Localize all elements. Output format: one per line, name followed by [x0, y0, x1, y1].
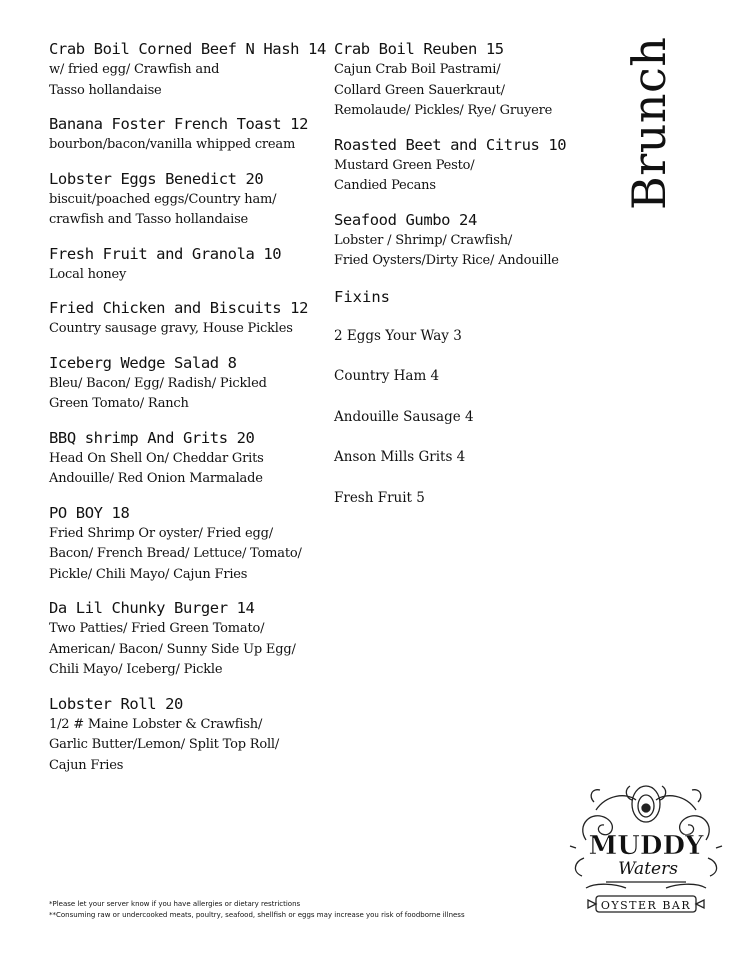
menu-item-description: [49, 374, 329, 415]
menu-item-description-line: 1/2 # Maine Lobster & Crawfish/: [49, 716, 263, 732]
fixin-item: Country Ham 4: [334, 368, 440, 384]
menu-item-description-line: Andouille/ Red Onion Marmalade: [49, 471, 263, 486]
menu-item: [49, 597, 329, 681]
menu-item-title: Lobster Roll 20: [49, 694, 183, 713]
menu-item: [49, 502, 329, 586]
menu-item: [334, 134, 594, 197]
menu-item-description-line: Green Tomato/ Ranch: [49, 396, 189, 411]
menu-item-description-line: American/ Bacon/ Sunny Side Up Egg/: [49, 641, 296, 657]
menu-item-description: [49, 524, 329, 586]
menu-item-description: [49, 319, 329, 340]
menu-item-title: Fried Chicken and Biscuits 12: [49, 299, 309, 317]
menu-item: [334, 38, 594, 122]
raw-food-disclaimer: **Consuming raw or undercooked meats, poultry, seafood, shellfish or eggs may increase you risk of foodborne illness: [49, 911, 465, 919]
menu-item-description-line: Head On Shell On/ Cheddar Grits: [49, 450, 264, 466]
menu-item-description: [49, 619, 329, 681]
menu-item-description-line: Remolaude/ Pickles/ Rye/ Gruyere: [334, 103, 553, 118]
menu-item-title: Iceberg Wedge Salad 8: [49, 353, 237, 372]
menu-item-description: [334, 156, 594, 197]
menu-item-title: BBQ shrimp And Grits 20: [49, 428, 255, 447]
menu-item-description-line: Cajun Crab Boil Pastrami/: [334, 62, 501, 77]
menu-item: [49, 297, 329, 340]
menu-item-title: Banana Foster French Toast 12: [49, 115, 309, 133]
menu-item-description-line: Country sausage gravy, House Pickles: [49, 321, 293, 336]
menu-item: [334, 209, 594, 272]
fixins-list: [334, 326, 594, 508]
menu-right-column: [334, 38, 594, 528]
menu-item-description-line: Fried Shrimp Or oyster/ Fried egg/: [49, 525, 273, 541]
menu-item-title: Da Lil Chunky Burger 14: [49, 599, 255, 617]
logo-oyster-bar-text: OYSTER BAR: [600, 899, 692, 912]
muddy-waters-logo: [566, 770, 726, 920]
fixin-item: Fresh Fruit 5: [334, 489, 425, 506]
menu-item-description: [49, 60, 329, 101]
menu-item-description-line: Bleu/ Bacon/ Egg/ Radish/ Pickled: [49, 375, 267, 391]
logo-muddy-text: MUDDY: [588, 831, 704, 861]
menu-item: [49, 352, 329, 415]
menu-item: [49, 427, 329, 490]
right-items: [334, 38, 594, 272]
menu-item-description-line: Local honey: [49, 266, 127, 282]
menu-item-description: [49, 449, 329, 490]
fixin-item: Andouille Sausage 4: [334, 408, 474, 425]
menu-item: [49, 113, 329, 156]
menu-item: [49, 38, 329, 101]
menu-item-title: Roasted Beet and Citrus 10: [334, 135, 567, 154]
menu-item-title: Fresh Fruit and Granola 10: [49, 244, 282, 263]
disclaimers: [49, 899, 465, 921]
menu-item-description-line: Mustard Green Pesto/: [334, 157, 475, 173]
menu-item-title: Crab Boil Reuben 15: [334, 40, 504, 58]
menu-item-description-line: biscuit/poached eggs/Country ham/: [49, 191, 277, 207]
menu-item-description-line: Bacon/ French Bread/ Lettuce/ Tomato/: [49, 546, 302, 561]
menu-item-description: [49, 190, 329, 231]
menu-item-description-line: Lobster / Shrimp/ Crawfish/: [334, 232, 513, 248]
menu-left-column: [49, 38, 329, 788]
fixins-heading: Fixins: [334, 287, 390, 306]
fixin-item: Anson Mills Grits 4: [334, 449, 466, 465]
allergy-disclaimer: *Please let your server know if you have allergies or dietary restrictions: [49, 900, 301, 908]
menu-item-description-line: Collard Green Sauerkraut/: [334, 82, 505, 98]
menu-item-title: Crab Boil Corned Beef N Hash 14: [49, 40, 326, 58]
menu-item-description-line: crawfish and Tasso hollandaise: [49, 212, 249, 227]
menu-item-description: [49, 265, 329, 286]
menu-item-description: [334, 231, 594, 272]
menu-item: [49, 168, 329, 231]
menu-item-description-line: Tasso hollandaise: [49, 82, 162, 98]
menu-item-description-line: Two Patties/ Fried Green Tomato/: [49, 621, 265, 636]
menu-item: [49, 693, 329, 777]
menu-item-description-line: bourbon/bacon/vanilla whipped cream: [49, 137, 296, 152]
menu-item-description: [49, 135, 329, 156]
menu-item-description-line: Pickle/ Chili Mayo/ Cajun Fries: [49, 566, 248, 582]
menu-item-description-line: Candied Pecans: [334, 178, 436, 193]
menu-item-description: [49, 715, 329, 777]
menu-item-description: [334, 60, 594, 122]
menu-item-description-line: Fried Oysters/Dirty Rice/ Andouille: [334, 253, 559, 268]
menu-item-description-line: Chili Mayo/ Iceberg/ Pickle: [49, 662, 223, 677]
page-title: Brunch: [622, 36, 676, 210]
menu-item-description-line: Garlic Butter/Lemon/ Split Top Roll/: [49, 737, 280, 752]
menu-item-title: Seafood Gumbo 24: [334, 210, 477, 229]
menu-item-description-line: w/ fried egg/ Crawfish and: [49, 62, 220, 77]
menu-item: [49, 243, 329, 286]
logo-waters-text: Waters: [618, 859, 678, 879]
menu-item-description-line: Cajun Fries: [49, 757, 124, 773]
menu-item-title: Lobster Eggs Benedict 20: [49, 169, 264, 188]
fixin-item: 2 Eggs Your Way 3: [334, 327, 462, 344]
menu-item-title: PO BOY 18: [49, 503, 130, 522]
